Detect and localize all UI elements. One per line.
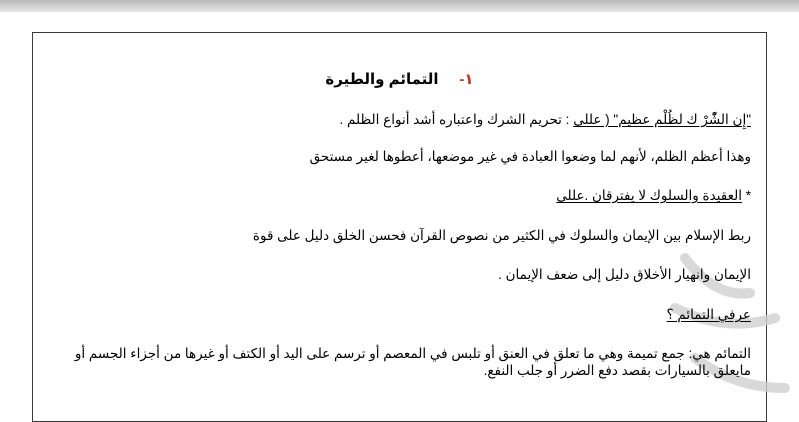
- question-text: عرفي التمائم ؟: [666, 307, 751, 322]
- section-heading: [0, 70, 799, 88]
- quote-text: "إِن الشّْرْ ك لظُلْم عظيم" ( عللى: [573, 112, 751, 127]
- heading-title: التمائم والطيرة: [325, 71, 439, 88]
- paragraph-faith: الإيمان وانهيار الأخلاق دليل إلى ضعف الإيمان .: [498, 267, 751, 282]
- quote-explanation: : تحريم الشرك واعتباره أشد أنواع الظلم .: [339, 112, 574, 127]
- paragraph-definition: التمائم هي: جمع تميمة وهي ما تعلق في العنق أو تلبس في المعصم أو ترسم على اليد أو الكتف أو غيرها من أجزاء الجسم أو مايعلق بالسيارات بقصد دفع الضرر أو جلب النفع.: [74, 346, 751, 378]
- paragraph-explanation: وهذا أعظم الظلم، لأنهم لما وضعوا العبادة في غير موضعها، أعطوها لغير مستحق: [309, 149, 751, 164]
- paragraph-belief: [556, 187, 751, 204]
- bullet-star: *: [741, 188, 751, 203]
- question-heading: [667, 306, 751, 323]
- top-shadow-band: [0, 0, 799, 12]
- paragraph-quote: [340, 111, 751, 128]
- belief-text: العقيدة والسلوك لا يفترقان .عللى: [556, 188, 742, 203]
- heading-number: ١-: [459, 71, 474, 88]
- paragraph-link: ربط الإسلام بين الإيمان والسلوك في الكثير من نصوص القرآن فحسن الخلق دليل على قوة: [252, 228, 751, 243]
